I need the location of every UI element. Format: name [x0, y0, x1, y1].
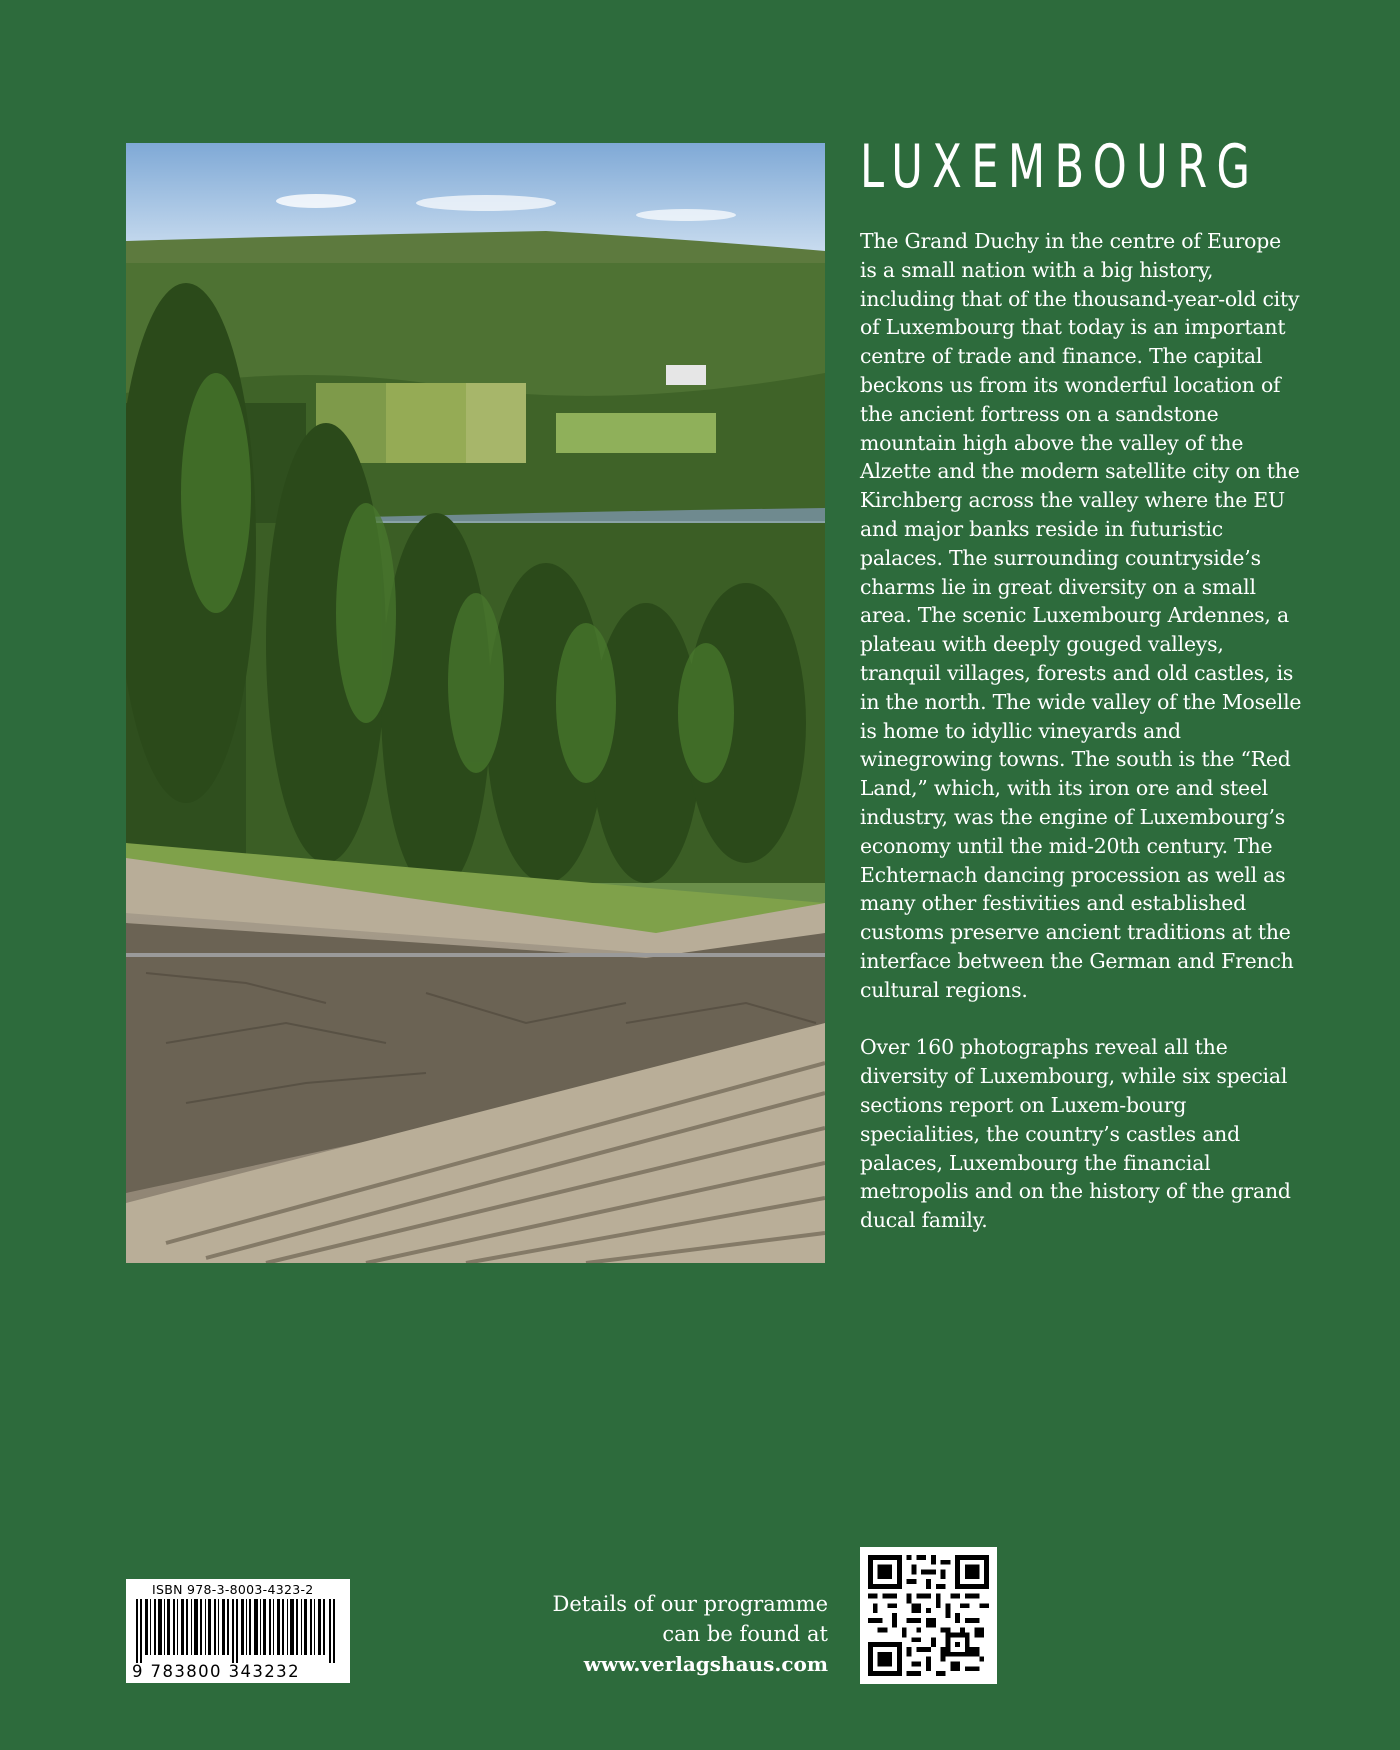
- book-title: LUXEMBOURG: [860, 132, 1260, 202]
- details-line-1: Details of our programme: [552, 1592, 828, 1616]
- details-line-2: can be found at: [662, 1622, 828, 1646]
- barcode-digits: 9 783800 343232: [132, 1662, 300, 1681]
- qr-code[interactable]: [860, 1547, 997, 1684]
- qr-code-icon: [868, 1555, 989, 1676]
- vineyard-stairs-photo: [126, 143, 825, 1263]
- cover-photo: [126, 143, 825, 1263]
- isbn-barcode: [126, 1579, 350, 1683]
- blurb-paragraph-1: The Grand Duchy in the centre of Europe is a small nation with a big history, including that of the thousand-year-old city of Luxembourg that today is an important centre of trade and finance. The capital beckons us from its wonderful location of the ancient fortress on a sandstone mountain high above the valley of the Alzette and the modern satellite city on the Kirchberg across the valley where the EU and major banks reside in futuristic palaces. The surrounding countryside’s charms lie in great diversity on a small area. The scenic Luxembourg Ardennes, a plateau with deeply gouged valleys, tranquil villages, forests and old castles, is in the north. The wide valley of the Moselle is home to idyllic vineyards and winegrowing towns. The south is the “Red Land,” which, with its iron ore and steel industry, was the engine of Luxembourg’s economy until the mid-20th century. The Echternach dancing procession as well as many other festivities and established customs preserve ancient traditions at the interface between the German and French cultural regions.: [860, 229, 1302, 1002]
- barcode-icon: [136, 1599, 341, 1663]
- publisher-details: [553, 1589, 828, 1679]
- publisher-url[interactable]: www.verlagshaus.com: [583, 1652, 828, 1676]
- blurb-paragraph-2: Over 160 photographs reveal all the diversity of Luxembourg, while six special sections report on Luxem-bourg specialities, the country’s castles and palaces, Luxembourg the financial metropolis and on the history of the grand ducal family.: [860, 1035, 1291, 1233]
- blurb: [860, 227, 1302, 1264]
- isbn-label: ISBN 978-3-8003-4323-2: [152, 1582, 314, 1597]
